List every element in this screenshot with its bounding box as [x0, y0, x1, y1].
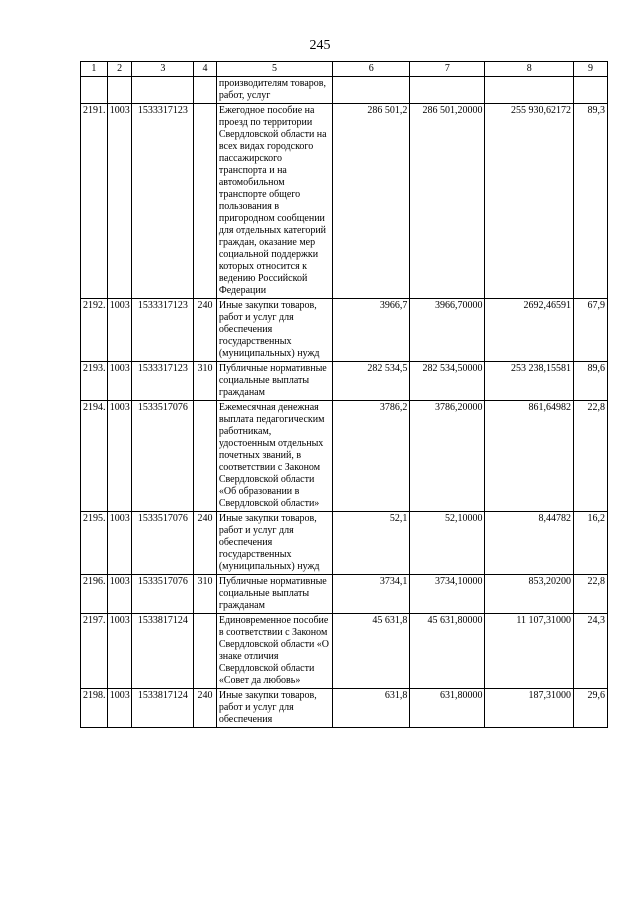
row-number-cell: 2197.	[81, 614, 108, 689]
header-cell: 8	[485, 62, 574, 77]
table-row	[81, 512, 608, 575]
name-cell: Ежемесячная денежная выплата педагогическим работникам, удостоенным отдельных почетных званий, в соответствии с Законом Свердловской области «Об образовании в Свердловской области»	[216, 401, 332, 512]
section-cell: 1003	[107, 362, 132, 401]
row-number-cell: 2195.	[81, 512, 108, 575]
name-cell: Иные закупки товаров, работ и услуг для обеспечения	[216, 689, 332, 728]
section-cell: 1003	[107, 299, 132, 362]
name-cell: Иные закупки товаров, работ и услуг для обеспечения государственных (муниципальных) нужд	[216, 512, 332, 575]
refined-plan-cell: 286 501,20000	[410, 104, 485, 299]
row-number-cell: 2191.	[81, 104, 108, 299]
target-article-cell: 1533317123	[132, 104, 194, 299]
section-cell: 1003	[107, 575, 132, 614]
refined-plan-cell: 3786,20000	[410, 401, 485, 512]
name-cell: Публичные нормативные социальные выплаты гражданам	[216, 575, 332, 614]
row-number-cell: 2194.	[81, 401, 108, 512]
executed-amount-cell: 11 107,31000	[485, 614, 574, 689]
table-row	[81, 299, 608, 362]
executed-amount-cell: 255 930,62172	[485, 104, 574, 299]
table-row	[81, 401, 608, 512]
percent-cell: 22,8	[573, 401, 607, 512]
section-cell: 1003	[107, 614, 132, 689]
plan-amount-cell: 45 631,8	[333, 614, 410, 689]
expense-type-cell: 240	[194, 299, 217, 362]
table-row	[81, 575, 608, 614]
refined-plan-cell: 45 631,80000	[410, 614, 485, 689]
row-number-cell: 2198.	[81, 689, 108, 728]
target-article-cell: 1533817124	[132, 689, 194, 728]
refined-plan-cell: 3966,70000	[410, 299, 485, 362]
target-article-cell: 1533817124	[132, 614, 194, 689]
executed-amount-cell: 187,31000	[485, 689, 574, 728]
percent-cell: 29,6	[573, 689, 607, 728]
refined-plan-cell: 282 534,50000	[410, 362, 485, 401]
target-article-cell: 1533517076	[132, 512, 194, 575]
executed-amount-cell: 253 238,15581	[485, 362, 574, 401]
plan-amount-cell: 52,1	[333, 512, 410, 575]
executed-amount-cell: 2692,46591	[485, 299, 574, 362]
section-cell: 1003	[107, 512, 132, 575]
plan-amount-cell: 286 501,2	[333, 104, 410, 299]
refined-plan-cell: 3734,10000	[410, 575, 485, 614]
percent-cell: 22,8	[573, 575, 607, 614]
header-cell: 3	[132, 62, 194, 77]
expense-type-cell	[194, 401, 217, 512]
row-number-cell: 2192.	[81, 299, 108, 362]
plan-amount-cell: 3786,2	[333, 401, 410, 512]
name-cell: Единовременное пособие в соответствии с Законом Свердловской области «О знаке отличия Свердловской области «Совет да любовь»	[216, 614, 332, 689]
percent-cell: 16,2	[573, 512, 607, 575]
name-cell: производителям товаров, работ, услуг	[216, 77, 332, 104]
expense-type-cell: 310	[194, 362, 217, 401]
header-cell: 9	[573, 62, 607, 77]
plan-amount-cell: 3966,7	[333, 299, 410, 362]
refined-plan-cell: 631,80000	[410, 689, 485, 728]
table-row	[81, 104, 608, 299]
table-row	[81, 362, 608, 401]
header-cell: 6	[333, 62, 410, 77]
percent-cell: 67,9	[573, 299, 607, 362]
percent-cell: 24,3	[573, 614, 607, 689]
header-cell: 7	[410, 62, 485, 77]
header-cell: 5	[216, 62, 332, 77]
page-number: 245	[309, 38, 331, 53]
table-row	[81, 689, 608, 728]
section-cell: 1003	[107, 104, 132, 299]
continuation-row	[81, 77, 608, 104]
percent-cell: 89,3	[573, 104, 607, 299]
executed-amount-cell: 861,64982	[485, 401, 574, 512]
row-number-cell: 2193.	[81, 362, 108, 401]
expense-type-cell: 310	[194, 575, 217, 614]
executed-amount-cell: 853,20200	[485, 575, 574, 614]
header-row	[81, 62, 608, 77]
name-cell: Иные закупки товаров, работ и услуг для обеспечения государственных (муниципальных) нужд	[216, 299, 332, 362]
target-article-cell: 1533517076	[132, 575, 194, 614]
plan-amount-cell: 3734,1	[333, 575, 410, 614]
expense-type-cell	[194, 614, 217, 689]
budget-table	[80, 61, 608, 728]
expense-type-cell: 240	[194, 689, 217, 728]
name-cell: Ежегодное пособие на проезд по территории Свердловской области на всех видах городского пассажирского транспорта и на автомобильном транспорте общего пользования в пригородном сообщении для отдельных категорий граждан, оказание мер социальной поддержки которых относится к ведению Российской Федерации	[216, 104, 332, 299]
expense-type-cell: 240	[194, 512, 217, 575]
section-cell: 1003	[107, 689, 132, 728]
header-cell: 2	[107, 62, 132, 77]
percent-cell: 89,6	[573, 362, 607, 401]
expense-type-cell	[194, 104, 217, 299]
header-cell: 4	[194, 62, 217, 77]
section-cell: 1003	[107, 401, 132, 512]
row-number-cell: 2196.	[81, 575, 108, 614]
name-cell: Публичные нормативные социальные выплаты гражданам	[216, 362, 332, 401]
target-article-cell: 1533517076	[132, 401, 194, 512]
plan-amount-cell: 631,8	[333, 689, 410, 728]
target-article-cell: 1533317123	[132, 362, 194, 401]
executed-amount-cell: 8,44782	[485, 512, 574, 575]
plan-amount-cell: 282 534,5	[333, 362, 410, 401]
refined-plan-cell: 52,10000	[410, 512, 485, 575]
header-cell: 1	[81, 62, 108, 77]
table-row	[81, 614, 608, 689]
target-article-cell: 1533317123	[132, 299, 194, 362]
